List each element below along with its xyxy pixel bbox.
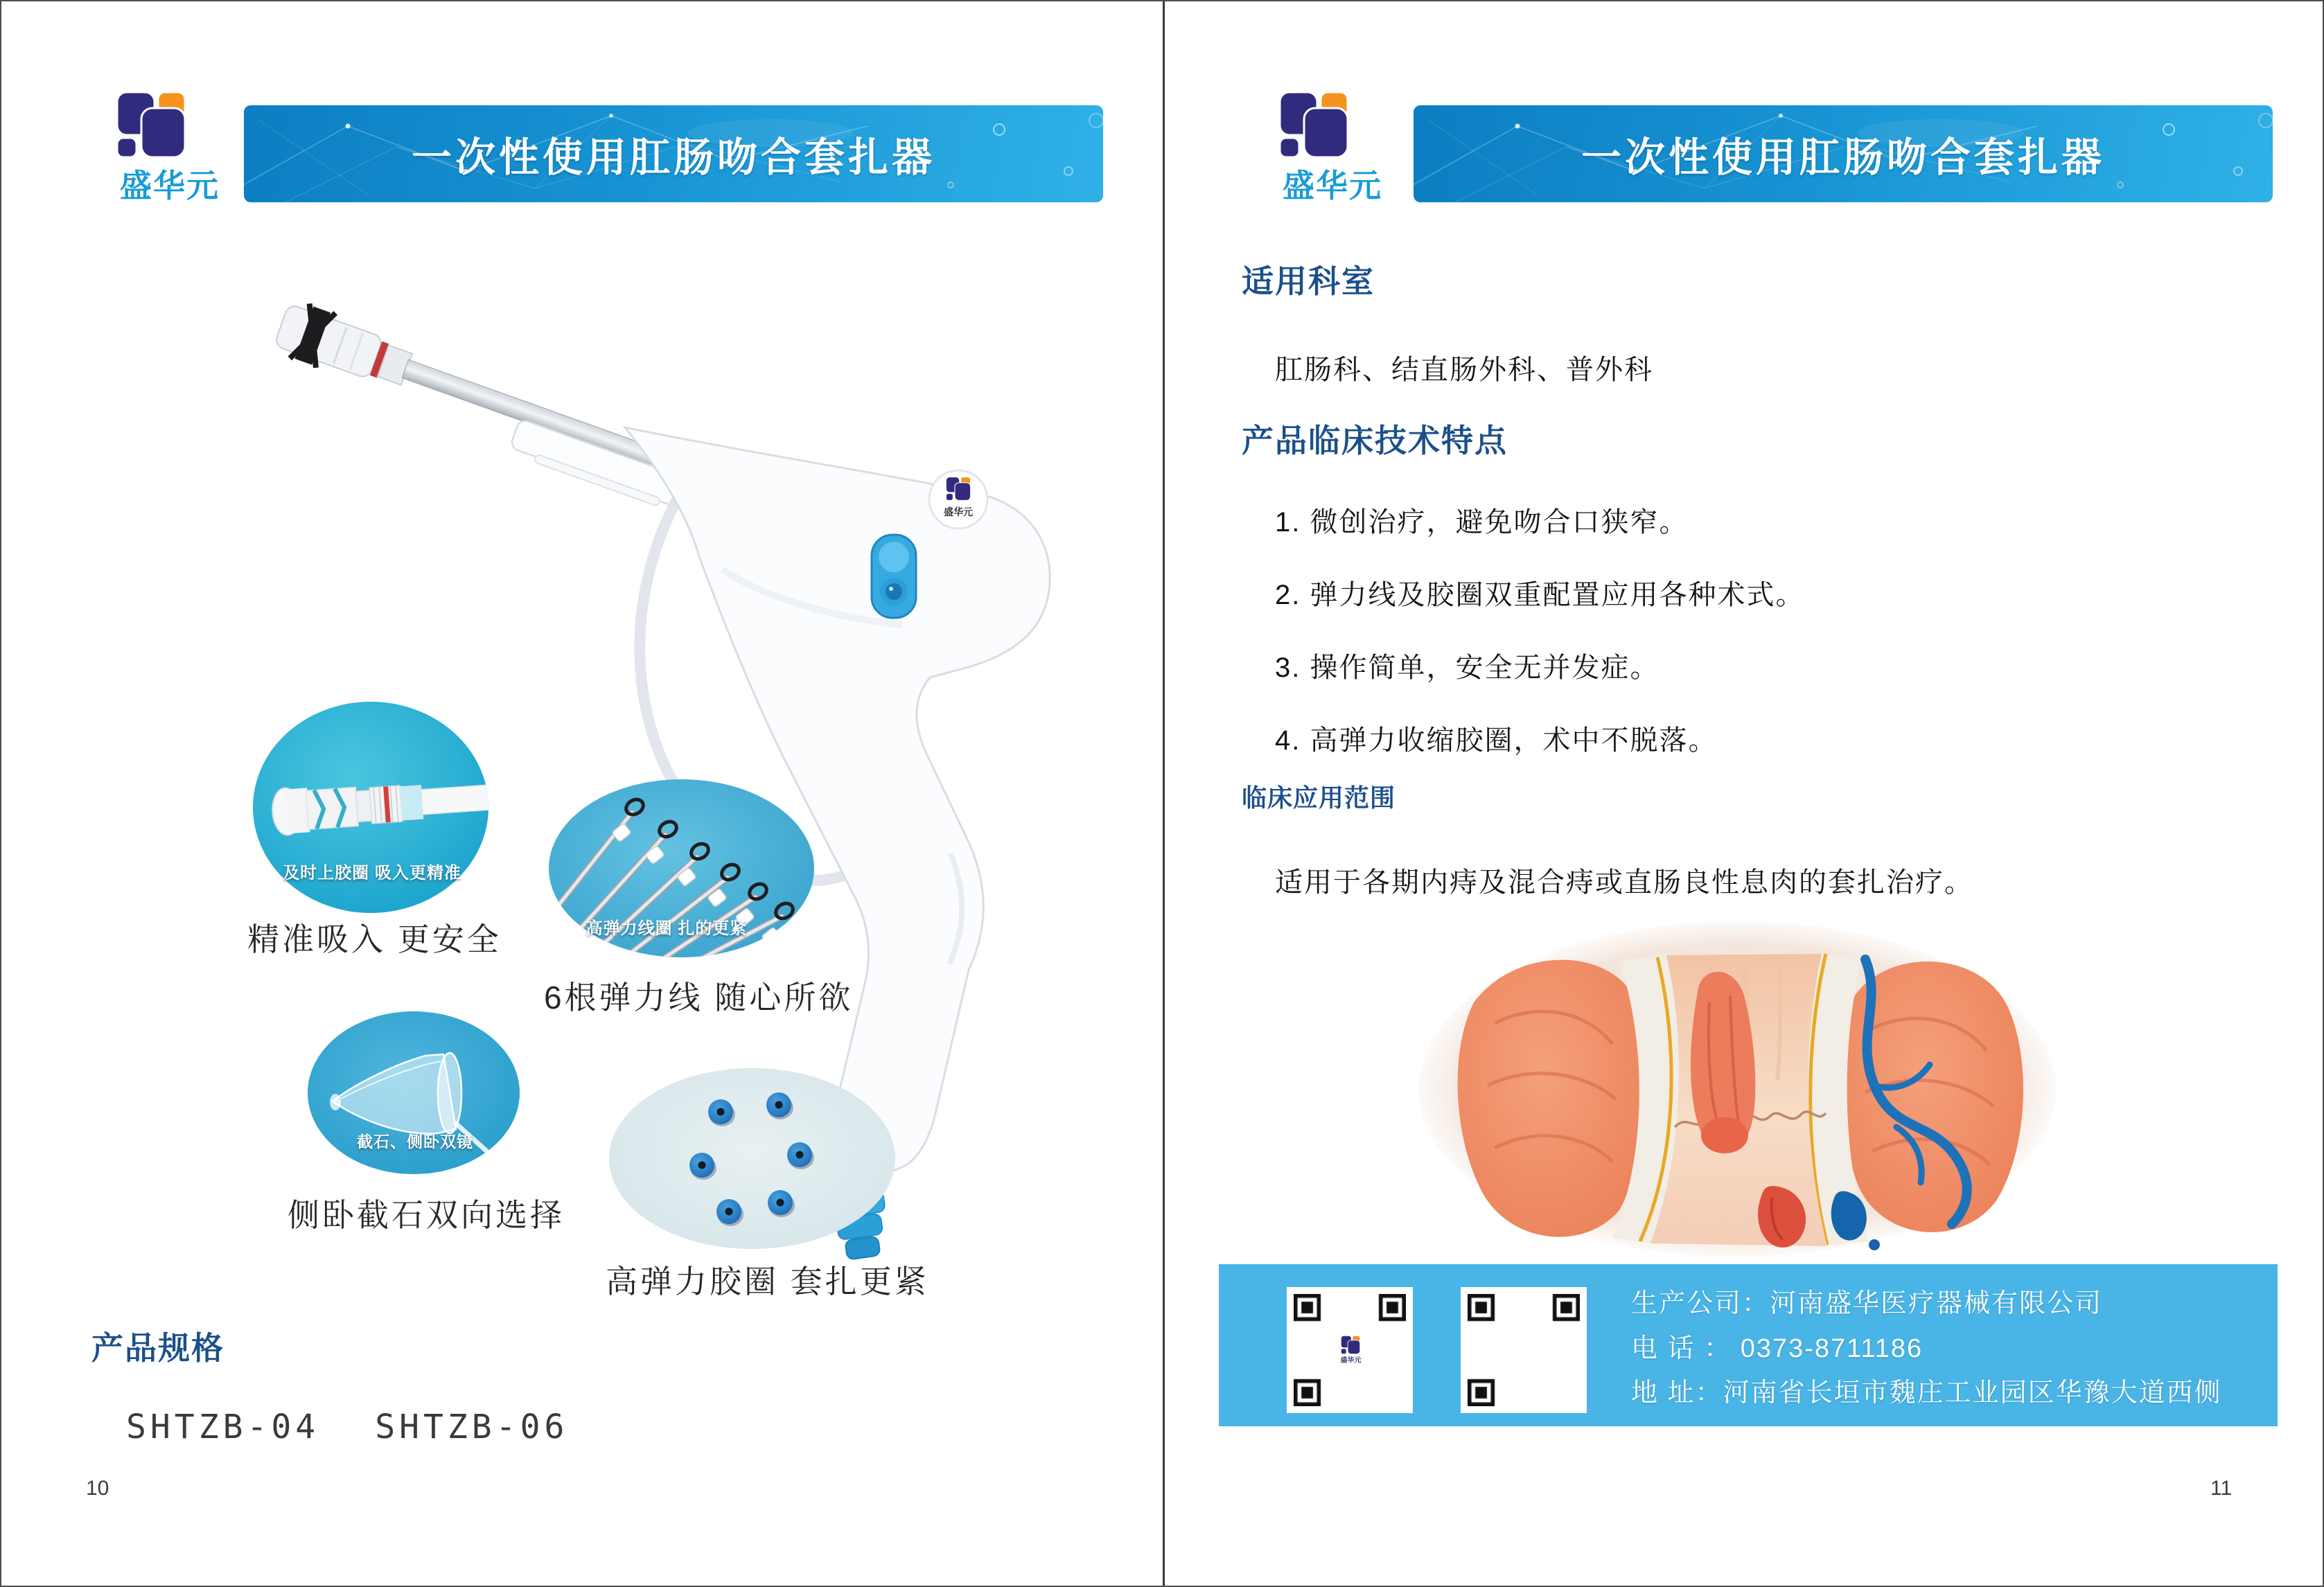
- feature-caption: 6根弹力线 随心所欲: [544, 979, 854, 1016]
- feature-overlay-caption: 截石、侧卧双镜: [357, 1133, 473, 1151]
- feature-overlay-caption: 高弹力线圈 扎的更紧: [586, 919, 748, 938]
- specs-heading: 产品规格: [91, 1330, 225, 1366]
- feature-photo-rubber-rings: [609, 1068, 895, 1249]
- spec-model: SHTZB-04: [126, 1408, 320, 1446]
- tech-feature-item: 2. 弹力线及胶圈双重配置应用各种术式。: [1275, 580, 1805, 610]
- phone-line: [1631, 1327, 2275, 1365]
- product-title: 一次性使用肛肠吻合套扎器: [411, 135, 935, 180]
- brand-logo-icon: [1341, 1336, 1360, 1354]
- company-value: 河南盛华医疗器械有限公司: [1770, 1289, 2103, 1318]
- anal-anatomy-illustration: [1411, 919, 2063, 1259]
- tech-heading: 产品临床技术特点: [1242, 423, 1508, 459]
- product-title: 一次性使用肛肠吻合套扎器: [1581, 135, 2105, 180]
- qr-center-logo: [1330, 1329, 1371, 1372]
- feature-overlay-caption: 及时上胶圈 吸入更精准: [283, 864, 461, 883]
- feature-caption: 高弹力胶圈 套扎更紧: [606, 1264, 929, 1300]
- company-line: [1631, 1282, 2275, 1320]
- page-number-left: 10: [86, 1477, 109, 1500]
- spec-models: [126, 1408, 568, 1446]
- scope-body: 适用于各期内痔及混合痔或直肠良性息肉的套扎治疗。: [1275, 867, 1973, 898]
- page-divider: [1163, 1, 1165, 1587]
- brand-logo: [1253, 91, 1412, 209]
- qr-code-wechat: [1287, 1287, 1413, 1413]
- brand-logo: [90, 91, 249, 209]
- brand-logo-icon: [116, 91, 186, 158]
- company-label: 生产公司：: [1631, 1289, 1770, 1318]
- brand-name: 盛华元: [120, 168, 220, 204]
- address-label: 地 址：: [1631, 1378, 1723, 1408]
- phone-label: 电 话 ：: [1631, 1333, 1732, 1363]
- svg-text:盛华元: 盛华元: [944, 506, 973, 517]
- scope-heading: 临床应用范围: [1242, 783, 1396, 812]
- tech-feature-item: 3. 操作简单，安全无并发症。: [1275, 653, 1660, 683]
- left-title-banner: [244, 105, 1103, 202]
- address-value: 河南省长垣市魏庄工业园区华豫大道西侧: [1723, 1378, 2222, 1408]
- spec-model: SHTZB-06: [375, 1408, 569, 1446]
- tech-feature-item: 1. 微创治疗，避免吻合口狭窄。: [1275, 507, 1689, 538]
- feature-caption: 精准吸入 更安全: [247, 921, 502, 957]
- brand-name: 盛华元: [1340, 1356, 1361, 1364]
- qr-code-website: [1461, 1287, 1587, 1413]
- dept-heading: 适用科室: [1242, 263, 1375, 299]
- page-number-right: 11: [2210, 1477, 2233, 1500]
- brand-logo-icon: [1279, 91, 1348, 158]
- tech-feature-list: [1275, 500, 1804, 758]
- dept-body: 肛肠科、结直肠外科、普外科: [1275, 355, 1653, 385]
- brand-name: 盛华元: [1283, 168, 1382, 204]
- address-line: [1631, 1371, 2275, 1409]
- footer-contact-text: [1631, 1282, 2275, 1409]
- right-title-banner: [1414, 105, 2273, 202]
- feature-caption: 侧卧截石双向选择: [288, 1197, 565, 1233]
- phone-value: 0373-8711186: [1740, 1333, 1924, 1363]
- tech-feature-item: 4. 高弹力收缩胶圈，术中不脱落。: [1275, 725, 1718, 756]
